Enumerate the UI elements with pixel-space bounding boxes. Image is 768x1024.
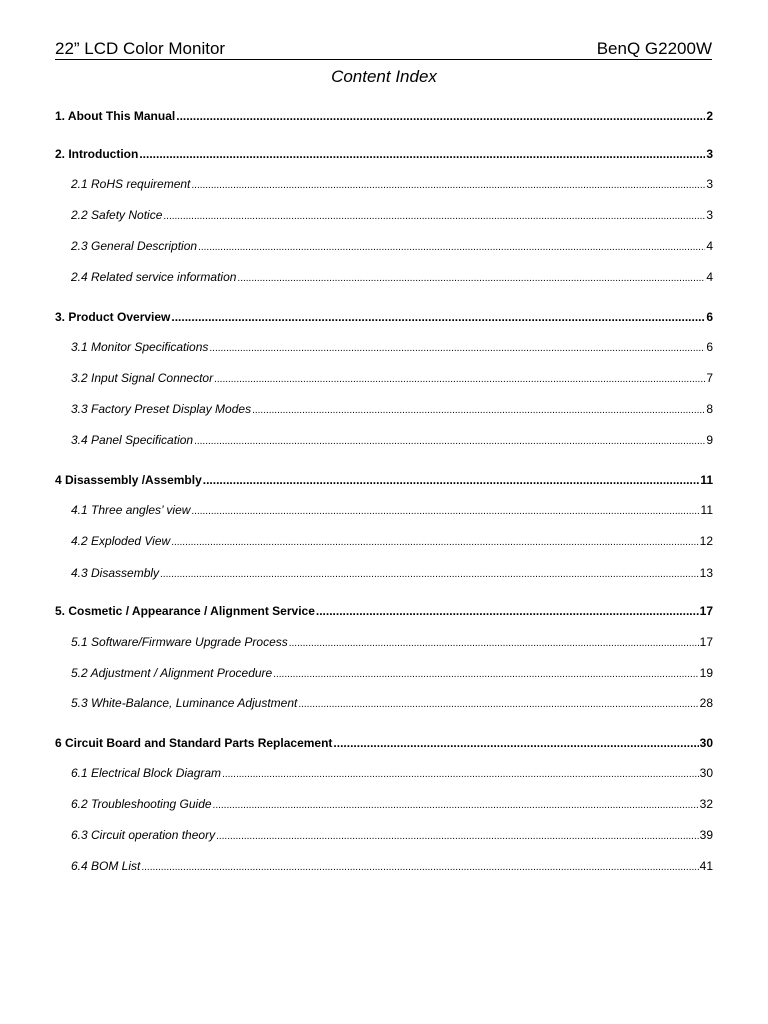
toc-entry[interactable]: [71, 401, 713, 417]
toc-leader-dots: [333, 735, 698, 751]
toc-entry[interactable]: [71, 339, 713, 355]
toc-leader-dots: [209, 341, 705, 357]
toc-entry-page: 17: [699, 604, 713, 618]
toc-entry[interactable]: [71, 695, 713, 711]
toc-entry-page: 6: [706, 340, 713, 354]
toc-leader-dots: [289, 636, 699, 652]
toc-entry-page: 7: [706, 371, 713, 385]
toc-entry-label: 5.1 Software/Firmware Upgrade Process: [71, 635, 288, 649]
header-product-title: 22” LCD Color Monitor: [55, 39, 226, 58]
toc-entry-label: 2.2 Safety Notice: [71, 208, 163, 222]
toc-entry-page: 11: [700, 503, 713, 517]
toc-entry-label: 5. Cosmetic / Appearance / Alignment Service: [55, 604, 315, 618]
toc-entry[interactable]: [55, 735, 713, 751]
toc-entry-label: 3.3 Factory Preset Display Modes: [71, 402, 252, 416]
toc-leader-dots: [237, 271, 705, 287]
toc-leader-dots: [171, 309, 705, 325]
toc-entry[interactable]: [71, 502, 713, 518]
toc-leader-dots: [316, 603, 699, 619]
header-model-name: BenQ G2200W: [596, 39, 712, 58]
toc-entry[interactable]: [55, 108, 713, 124]
toc-entry-page: 28: [699, 696, 713, 710]
toc-leader-dots: [191, 178, 705, 194]
toc-leader-dots: [160, 567, 699, 583]
toc-entry[interactable]: [71, 634, 713, 650]
toc-entry-label: 2.3 General Description: [71, 239, 198, 253]
toc-entry[interactable]: [71, 796, 713, 812]
toc-entry[interactable]: [71, 533, 713, 549]
toc-entry-page: 6: [706, 310, 713, 324]
toc-entry-page: 30: [699, 766, 713, 780]
toc-entry-page: 2: [706, 109, 713, 123]
toc-entry-label: 4.1 Three angles’ view: [71, 503, 191, 517]
toc-entry-label: 6.1 Electrical Block Diagram: [71, 766, 222, 780]
toc-entry[interactable]: [71, 370, 713, 386]
toc-leader-dots: [139, 146, 705, 162]
toc-entry-label: 4.3 Disassembly: [71, 566, 160, 580]
toc-entry-label: 6.3 Circuit operation theory: [71, 828, 216, 842]
toc-leader-dots: [298, 697, 698, 713]
toc-entry[interactable]: [55, 472, 713, 488]
toc-entry-page: 3: [706, 177, 713, 191]
toc-entry[interactable]: [55, 603, 713, 619]
toc-leader-dots: [273, 667, 698, 683]
toc-leader-dots: [194, 434, 705, 450]
toc-entry-label: 3. Product Overview: [55, 310, 171, 324]
toc-entry-label: 6.2 Troubleshooting Guide: [71, 797, 212, 811]
toc-entry[interactable]: [71, 827, 713, 843]
toc-entry-page: 3: [706, 208, 713, 222]
toc-entry-page: 8: [706, 402, 713, 416]
toc-leader-dots: [222, 767, 699, 783]
toc-entry-label: 3.1 Monitor Specifications: [71, 340, 209, 354]
toc-entry[interactable]: [71, 565, 713, 581]
toc-leader-dots: [203, 472, 700, 488]
toc-leader-dots: [214, 372, 705, 388]
toc-leader-dots: [176, 108, 705, 124]
toc-leader-dots: [252, 403, 705, 419]
toc-leader-dots: [191, 504, 699, 520]
toc-entry-page: 41: [699, 859, 713, 873]
toc-entry[interactable]: [71, 238, 713, 254]
toc-entry-page: 9: [706, 433, 713, 447]
toc-entry[interactable]: [71, 269, 713, 285]
toc-entry-page: 12: [699, 534, 713, 548]
toc-entry-label: 3.2 Input Signal Connector: [71, 371, 214, 385]
toc-entry-page: 19: [699, 666, 713, 680]
toc-leader-dots: [198, 240, 705, 256]
toc-entry-label: 5.2 Adjustment / Alignment Procedure: [71, 666, 273, 680]
toc-entry-label: 3.4 Panel Specification: [71, 433, 194, 447]
toc-entry-page: 13: [699, 566, 713, 580]
toc-entry-page: 4: [706, 270, 713, 284]
toc-entry[interactable]: [71, 858, 713, 874]
toc-entry[interactable]: [71, 432, 713, 448]
toc-entry-label: 5.3 White-Balance, Luminance Adjustment: [71, 696, 298, 710]
toc-entry-page: 30: [699, 736, 713, 750]
toc-entry-label: 4 Disassembly /Assembly: [55, 473, 202, 487]
toc-entry-label: 2.4 Related service information: [71, 270, 237, 284]
toc-entry[interactable]: [55, 309, 713, 325]
toc-entry[interactable]: [71, 207, 713, 223]
page-title: Content Index: [331, 67, 437, 86]
toc-entry[interactable]: [71, 665, 713, 681]
toc-entry[interactable]: [55, 146, 713, 162]
toc-entry-label: 1. About This Manual: [55, 109, 176, 123]
toc-entry[interactable]: [71, 176, 713, 192]
toc-entry-page: 17: [699, 635, 713, 649]
toc-entry-label: 2.1 RoHS requirement: [71, 177, 191, 191]
toc-leader-dots: [216, 829, 699, 845]
toc-leader-dots: [163, 209, 705, 225]
toc-entry-label: 2. Introduction: [55, 147, 139, 161]
toc-entry-page: 32: [699, 797, 713, 811]
toc-entry-page: 4: [706, 239, 713, 253]
toc-entry-page: 39: [699, 828, 713, 842]
toc-entry[interactable]: [71, 765, 713, 781]
toc-leader-dots: [171, 535, 698, 551]
toc-entry-page: 3: [706, 147, 713, 161]
page-header: [55, 36, 712, 60]
toc-entry-label: 4.2 Exploded View: [71, 534, 171, 548]
toc-entry-label: 6.4 BOM List: [71, 859, 141, 873]
toc-leader-dots: [141, 860, 698, 876]
toc-leader-dots: [213, 798, 699, 814]
toc-entry-page: 11: [700, 473, 713, 487]
toc-entry-label: 6 Circuit Board and Standard Parts Replacement: [55, 736, 333, 750]
